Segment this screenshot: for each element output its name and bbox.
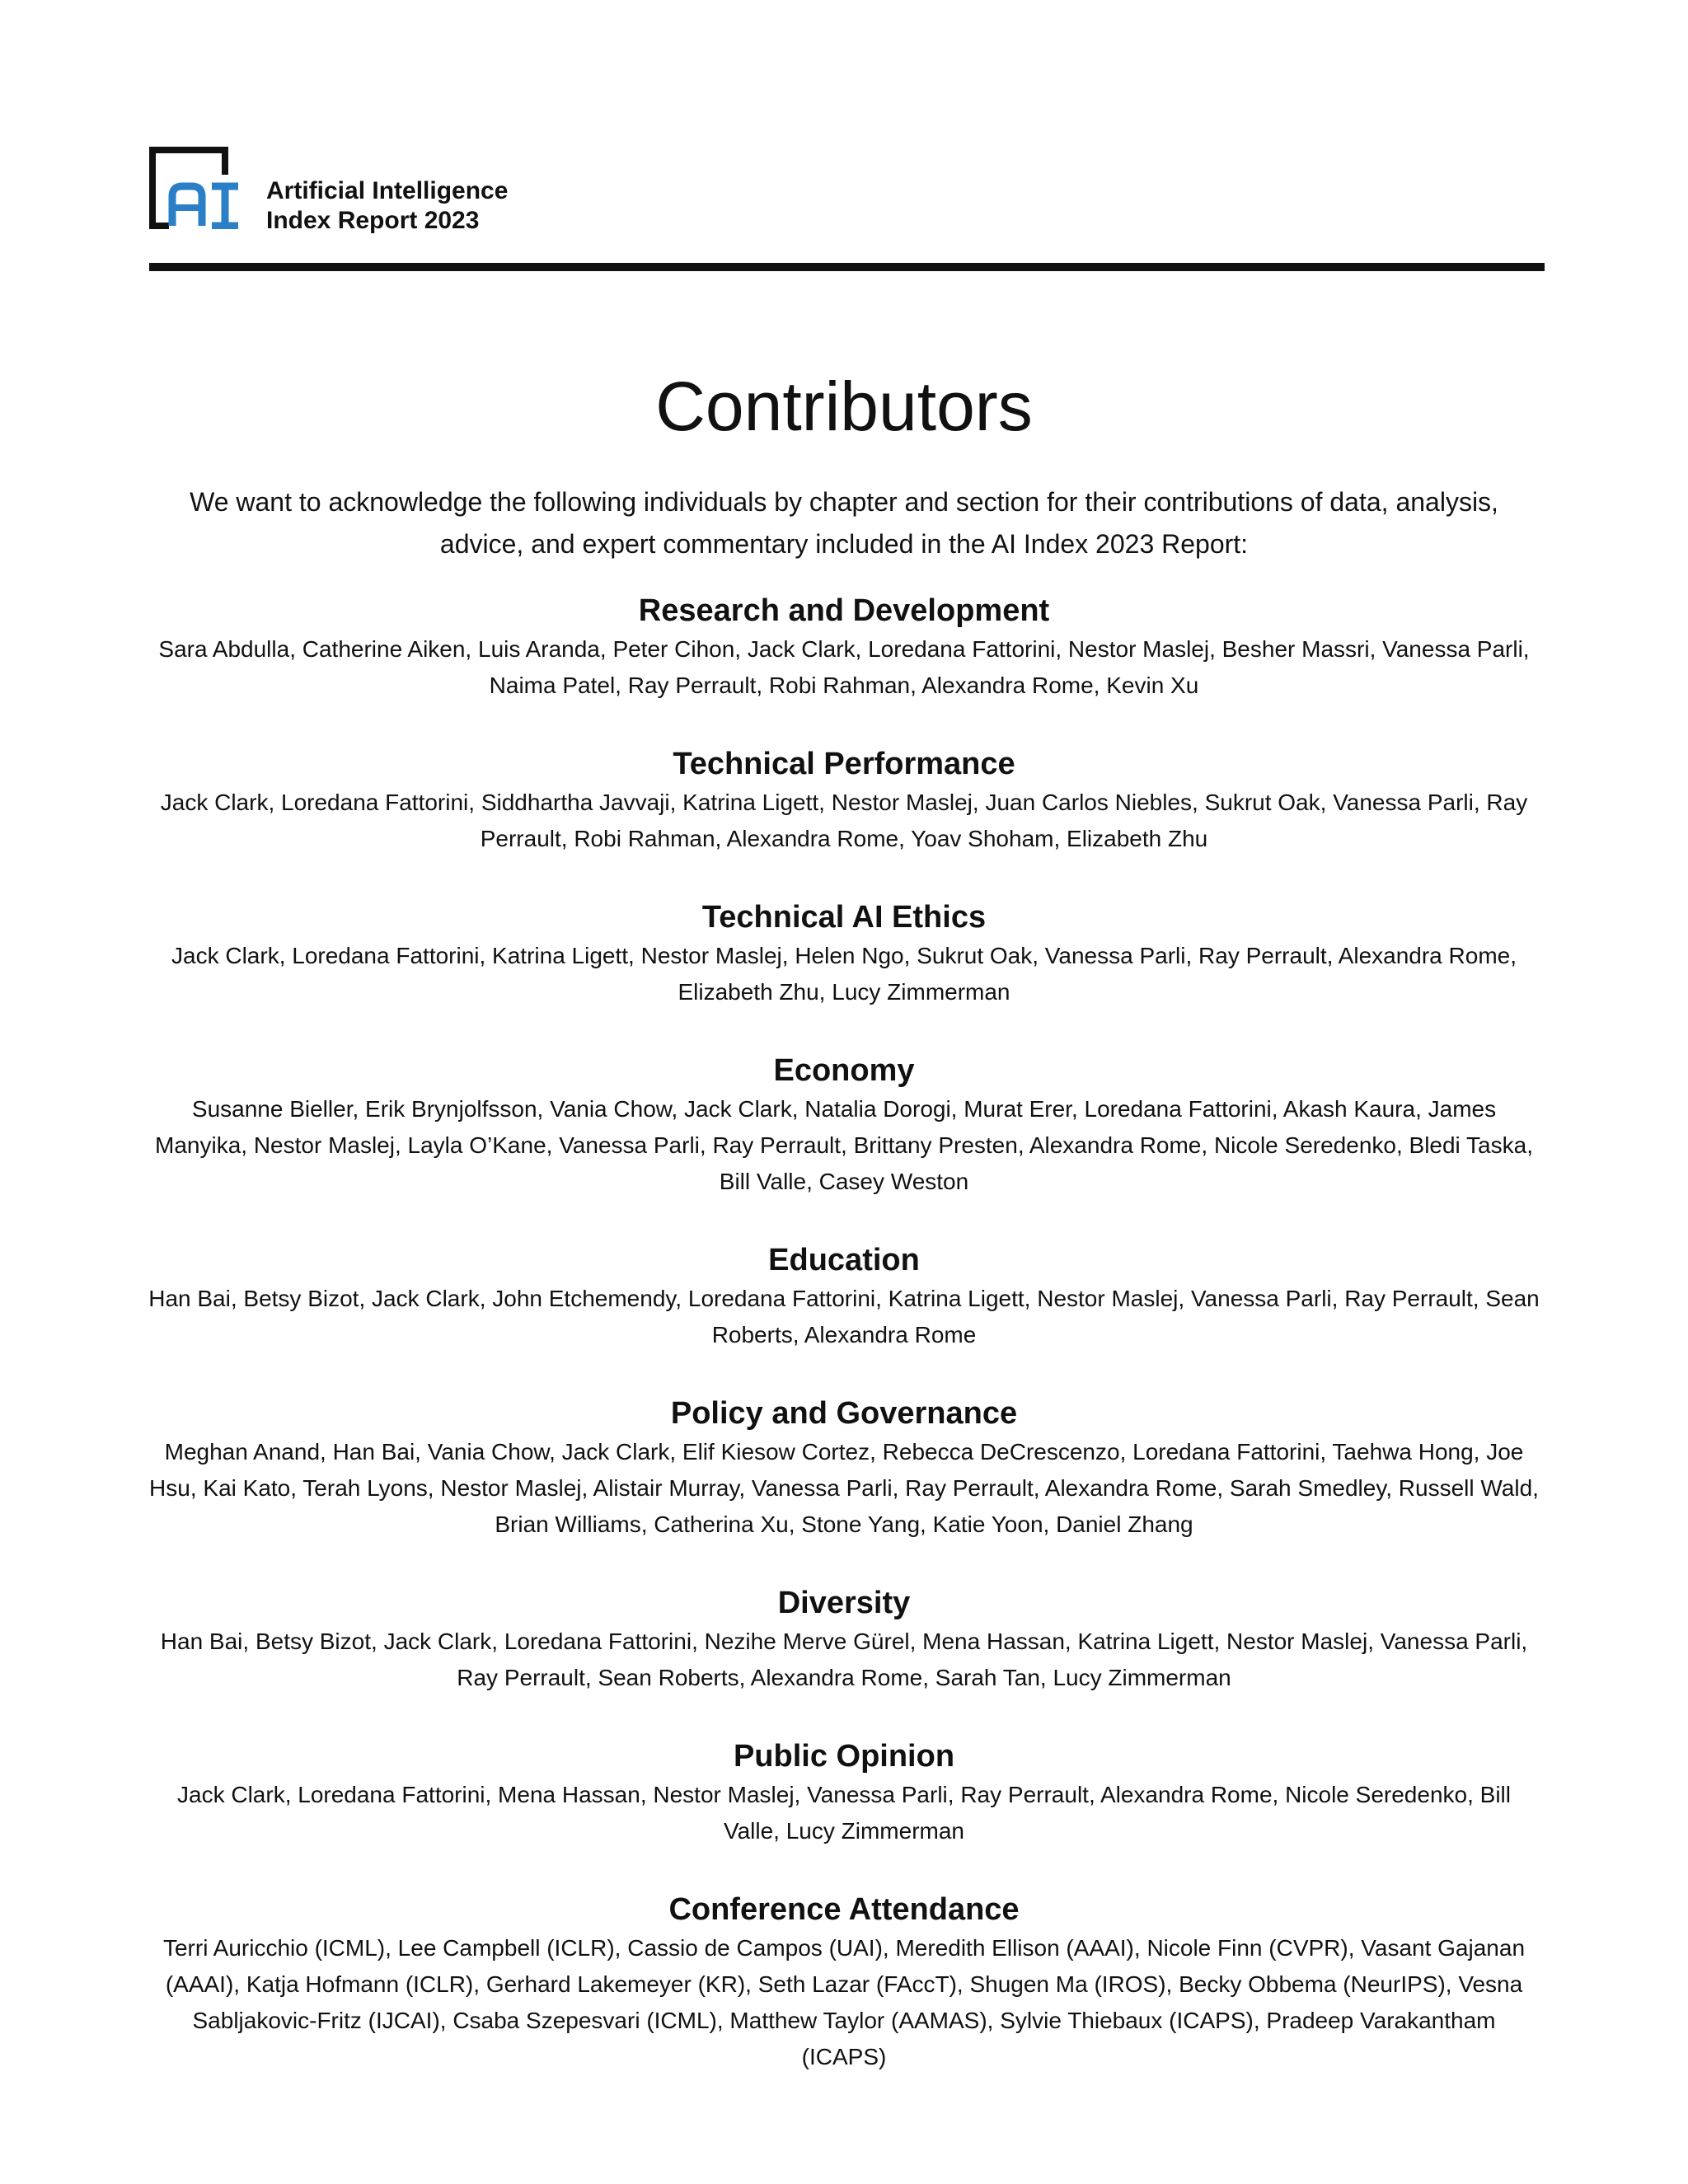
section-names: Jack Clark, Loredana Fattorini, Katrina Ligett, Nestor Maslej, Helen Ngo, Sukrut Oak, Vanessa Parli, Ray Perrault, Alexandra Rome, Elizabeth Zhu, Lucy Zimmerman: [171, 943, 1517, 1005]
section-title: Education: [768, 1243, 920, 1277]
section-title: Public Opinion: [733, 1739, 955, 1774]
section-names: Susanne Bieller, Erik Brynjolfsson, Vania Chow, Jack Clark, Natalia Dorogi, Murat Erer, Loredana Fattorini, Akash Kaura, James Manyika, Nestor Maslej, Layla O’Kane, Vanessa Parli, Ray Perrault, Brittany Presten, Alexandra Rome, Nicole Seredenko, Bledi Taska, Bill Valle, Casey Weston: [155, 1096, 1533, 1194]
section-technical-ai-ethics: [148, 897, 1540, 1010]
section-names: Han Bai, Betsy Bizot, Jack Clark, Loredana Fattorini, Nezihe Merve Gürel, Mena Hassan, Katrina Ligett, Nestor Maslej, Vanessa Parli, Ray Perrault, Sean Roberts, Alexandra Rome, Sarah Tan, Lucy Zimmerman: [160, 1629, 1528, 1690]
section-title: Policy and Governance: [670, 1396, 1018, 1431]
brand-title-line1: Artificial Intelligence: [266, 177, 509, 204]
header-divider: [149, 263, 1545, 271]
section-names: Meghan Anand, Han Bai, Vania Chow, Jack Clark, Elif Kiesow Cortez, Rebecca DeCrescenzo, Loredana Fattorini, Taehwa Hong, Joe Hsu, Kai Kato, Terah Lyons, Nestor Maslej, Alistair Murray, Vanessa Parli, Ray Perrault, Alexandra Rome, Sarah Smedley, Russell Wald, Brian Williams, Catherina Xu, Stone Yang, Katie Yoon, Daniel Zhang: [149, 1439, 1539, 1537]
contributor-sections: [148, 590, 1540, 2115]
section-title: Diversity: [777, 1586, 911, 1620]
section-education: [148, 1240, 1540, 1353]
intro-paragraph: We want to acknowledge the following individuals by chapter and section for their contributions of data, analysis, advice, and expert commentary included in the AI Index 2023 Report:: [190, 487, 1498, 559]
brand-title-line2: Index Report 2023: [266, 207, 480, 234]
section-names: Han Bai, Betsy Bizot, Jack Clark, John Etchemendy, Loredana Fattorini, Katrina Ligett, Nestor Maslej, Vanessa Parli, Ray Perrault, Sean Roberts, Alexandra Rome: [148, 1286, 1540, 1347]
section-technical-performance: [148, 743, 1540, 857]
report-header: [149, 147, 1545, 270]
section-policy-and-governance: [148, 1393, 1540, 1543]
section-research-and-development: [148, 590, 1540, 704]
section-title: Technical AI Ethics: [701, 900, 987, 935]
section-names: Jack Clark, Loredana Fattorini, Siddhartha Javvaji, Katrina Ligett, Nestor Maslej, Juan Carlos Niebles, Sukrut Oak, Vanessa Parli, Ray Perrault, Robi Rahman, Alexandra Rome, Yoav Shoham, Elizabeth Zhu: [160, 790, 1528, 851]
section-title: Economy: [773, 1053, 915, 1088]
section-names: Jack Clark, Loredana Fattorini, Mena Hassan, Nestor Maslej, Vanessa Parli, Ray Perrault, Alexandra Rome, Nicole Seredenko, Bill Valle, Lucy Zimmerman: [177, 1782, 1511, 1844]
section-conference-attendance: [148, 1889, 1540, 2075]
section-public-opinion: [148, 1736, 1540, 1849]
section-names: Terri Auricchio (ICML), Lee Campbell (ICLR), Cassio de Campos (UAI), Meredith Ellison (AAAI), Nicole Finn (CVPR), Vasant Gajanan (AAAI), Katja Hofmann (ICLR), Gerhard Lakemeyer (KR), Seth Lazar (FAccT), Shugen Ma (IROS), Becky Obbema (NeurIPS), Vesna Sabljakovic-Fritz (IJCAI), Csaba Szepesvari (ICML), Matthew Taylor (AAMAS), Sylvie Thiebaux (ICAPS), Pradeep Varakantham (ICAPS): [162, 1935, 1526, 2069]
section-title: Technical Performance: [673, 747, 1015, 781]
section-names: Sara Abdulla, Catherine Aiken, Luis Aranda, Peter Cihon, Jack Clark, Loredana Fattorini, Nestor Maslej, Besher Massri, Vanessa Parli, Naima Patel, Ray Perrault, Robi Rahman, Alexandra Rome, Kevin Xu: [158, 636, 1530, 698]
brand-title: [266, 176, 508, 236]
section-economy: [148, 1050, 1540, 1200]
section-diversity: [148, 1582, 1540, 1696]
section-title: Conference Attendance: [668, 1892, 1020, 1927]
ai-index-logo-icon: [149, 147, 241, 229]
page-title: Contributors: [655, 368, 1033, 445]
section-title: Research and Development: [638, 593, 1050, 628]
